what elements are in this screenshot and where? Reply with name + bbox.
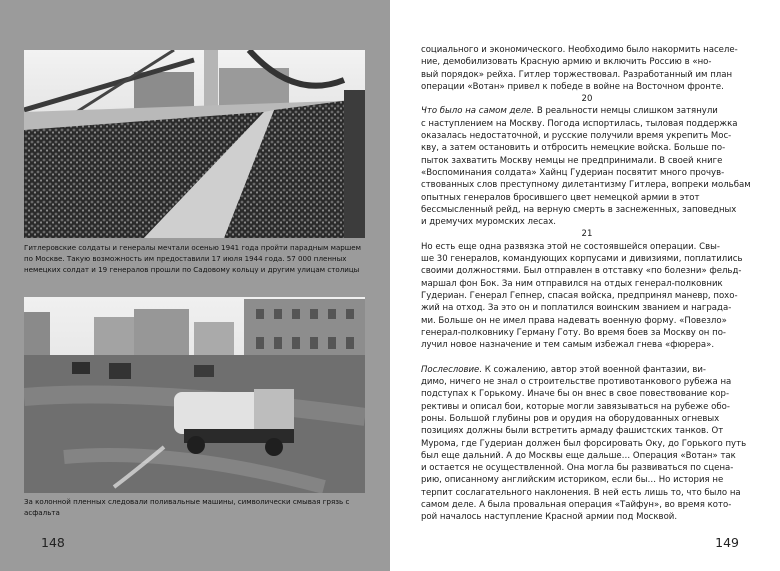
line-text: терпит сослагательного наклонения. В ней есть лишь то, что было на	[421, 487, 741, 498]
line-text: был еще дальний. А до Москвы еще дальше… Операция «Вотан» так	[421, 450, 736, 461]
line-text: Гудериан. Генерал Гепнер, спасая войска, предпринял маневр, похо-	[421, 290, 738, 301]
text-line	[421, 302, 753, 314]
text-line	[421, 315, 753, 327]
text-line	[421, 339, 753, 351]
text-line	[421, 44, 753, 56]
line-text: самом деле. А была провальная операция «Тайфун», во время кото-	[421, 499, 732, 510]
text-line	[421, 265, 753, 277]
line-text: пыток захватить Москву немцы не предпринимали. В своей книге	[421, 155, 723, 166]
line-text: генерал-полковнику Герману Готу. Во время боев за Москву он по-	[421, 327, 727, 338]
line-text: рективы и описал бои, которые могли завязываться на рубеже обо-	[421, 401, 730, 412]
page-number-right: 149	[715, 535, 739, 550]
line-text: с наступлением на Москву. Погода испортилась, тыловая поддержка	[421, 118, 738, 129]
line-text: ми. Больше он не имел права надевать военную форму. «Повезло»	[421, 315, 727, 326]
italic-lead: Что было на самом деле.	[421, 106, 535, 117]
text-line	[421, 253, 753, 265]
text-line	[421, 130, 753, 142]
text-line	[421, 499, 753, 511]
text-line	[421, 413, 753, 425]
line-text: лучил новое назначение и тем самым избежал гнева «фюрера».	[421, 340, 715, 351]
text-line	[421, 425, 753, 437]
line-text: К сожалению, автор этой военной фантазии, ви-	[482, 364, 707, 375]
text-line	[421, 401, 753, 413]
body-text	[421, 44, 753, 524]
line-text: 21	[581, 229, 593, 240]
line-text: маршал фон Бок. За ним отправился на отдых генерал-полковник	[421, 278, 723, 289]
text-line	[421, 69, 753, 81]
line-text: 20	[581, 94, 593, 105]
line-text: позициях должны были встретить армаду фашистских танков. От	[421, 426, 724, 437]
paragraph-gap	[421, 351, 753, 363]
line-text: социального и экономического. Необходимо было накормить населе-	[421, 45, 738, 55]
text-line	[421, 167, 753, 179]
line-text: ствованных слов преступному дилетантизму Гитлера, вопреки мольбам	[421, 180, 751, 191]
right-page	[390, 0, 780, 571]
text-line	[421, 511, 753, 523]
line-text: подступах к Горькому. Иначе бы он внес в свое повествование кор-	[421, 389, 730, 400]
section-number	[421, 228, 753, 240]
text-line	[421, 118, 753, 130]
text-line	[421, 56, 753, 68]
line-text: роны. Большой глубины ров и орудия на оборудованных огневых	[421, 413, 720, 424]
text-line	[421, 438, 753, 450]
text-line	[421, 105, 753, 117]
page-number-left: 148	[41, 535, 65, 550]
line-text: бессмысленный рейд, на верную смерть в заснеженных, заповедных	[421, 204, 737, 215]
photo1-caption: Гитлеровские солдаты и генералы мечтали осенью 1941 года пройти парадным маршем по Москве. Такую возможность им предоставили 17 июля 1944 года. 57 000 пленных немецких солдат и 19 генералов прошли по Садовому кольцу и другим улицам столицы	[24, 243, 362, 275]
line-text: и остается не осуществленной. Она могла бы развиваться по сцена-	[421, 463, 734, 474]
text-line	[421, 241, 753, 253]
line-text: Но есть еще одна развязка этой не состоявшейся операции. Свы-	[421, 241, 720, 252]
photo2-caption: За колонной пленных следовали поливальные машины, символически смывая грязь с асфальта	[24, 497, 350, 518]
text-line	[421, 376, 753, 388]
text-line	[421, 364, 753, 376]
text-line	[421, 278, 753, 290]
text-line	[421, 216, 753, 228]
line-text: «Воспоминания солдата» Хайнц Гудериан посвятит много прочув-	[421, 167, 725, 178]
text-line	[421, 155, 753, 167]
line-text: рию, описанному английским историком, если бы… Но история не	[421, 475, 724, 486]
line-text: оказалась недостаточной, и русские получили время укрепить Мос-	[421, 131, 732, 142]
line-text: и дремучих муромских лесах.	[421, 217, 556, 228]
line-text: своими должностями. Был отправлен в отставку «по болезни» фельд-	[421, 266, 742, 277]
line-text: жий на отход. За это он и поплатился воинским званием и награда-	[421, 303, 732, 314]
text-line	[421, 179, 753, 191]
text-line	[421, 81, 753, 93]
line-text: операции «Вотан» привел к победе в войне на Восточном фронте.	[421, 81, 724, 92]
line-text: димо, ничего не знал о строительстве противотанкового рубежа на	[421, 377, 732, 388]
line-text: опытных генералов бросившего цвет немецкой армии в этот	[421, 192, 700, 203]
text-line	[421, 192, 753, 204]
street-cleaning-trucks-photo	[24, 297, 365, 493]
line-text: рой началось наступление Красной армии под Москвой.	[421, 512, 678, 523]
text-line	[421, 290, 753, 302]
line-text: кву, а затем остановить и отбросить немецкие войска. Больше по-	[421, 143, 726, 154]
italic-lead: Послесловие.	[421, 364, 483, 375]
text-line	[421, 474, 753, 486]
line-text: вый порядок» рейха. Гитлер торжествовал. Разработанный им план	[421, 69, 733, 80]
marching-prisoners-photo	[24, 50, 365, 238]
text-line	[421, 204, 753, 216]
text-line	[421, 142, 753, 154]
section-number	[421, 93, 753, 105]
text-line	[421, 327, 753, 339]
line-text: ше 30 генералов, командующих корпусами и дивизиями, поплатились	[421, 254, 743, 265]
line-text: В реальности немцы слишком затянули	[534, 106, 718, 117]
text-line	[421, 487, 753, 499]
text-line	[421, 462, 753, 474]
line-text: Мурома, где Гудериан должен был форсировать Оку, до Горького путь	[421, 438, 747, 449]
line-text: ние, демобилизовать Красную армию и включить Россию в «но-	[421, 57, 712, 68]
text-line	[421, 388, 753, 400]
text-line	[421, 450, 753, 462]
